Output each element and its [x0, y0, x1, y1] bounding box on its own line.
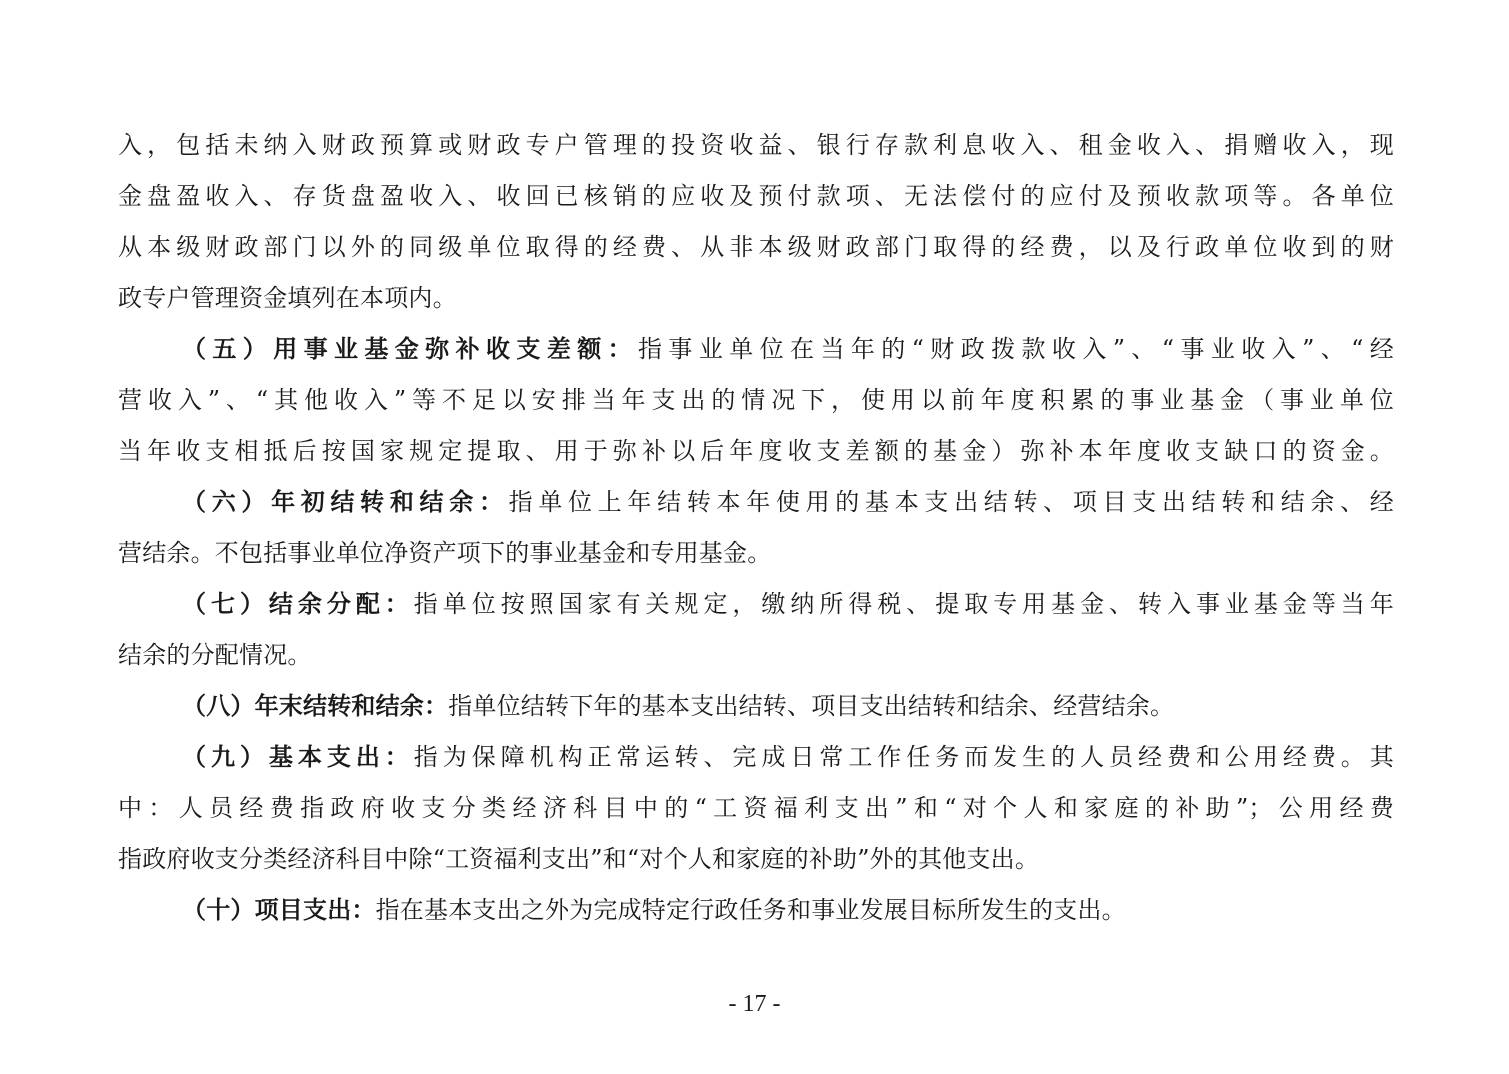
line-text: 指在基本支出之外为完成特定行政任务和事业发展目标所发生的支出。 [375, 896, 1126, 924]
text-line-12 [118, 680, 1394, 731]
line-text: 指为保障机构正常运转、完成日常工作任务而发生的人员经费和公用经费。其 [413, 743, 1394, 771]
line-text: 指单位上年结转本年使用的基本支出结转、项目支出结转和结余、经 [508, 488, 1394, 516]
line-text: 指单位结转下年的基本支出结转、项目支出结转和结余、经营结余。 [448, 692, 1175, 720]
text-line-10 [118, 578, 1394, 629]
line-text: 中：人员经费指政府收支分类经济科目中的“工资福利支出”和“对个人和家庭的补助”；公用经费 [118, 794, 1394, 822]
text-line-5 [118, 323, 1394, 374]
text-line-9 [118, 527, 1394, 578]
text-line-3 [118, 221, 1394, 272]
text-line-15 [118, 833, 1394, 884]
text-line-16 [118, 884, 1394, 935]
text-line-6 [118, 374, 1394, 425]
text-line-1 [118, 119, 1394, 170]
section-term: （八）年末结转和结余： [182, 691, 449, 720]
line-text: 入，包括未纳入财政预算或财政专户管理的投资收益、银行存款利息收入、租金收入、捐赠收入，现 [118, 131, 1394, 159]
text-line-11 [118, 629, 1394, 680]
section-term: （十）项目支出： [182, 895, 376, 924]
line-text: 政专户管理资金填列在本项内。 [118, 284, 457, 312]
line-text: 营收入”、“其他收入”等不足以安排当年支出的情况下，使用以前年度积累的事业基金（事业单位 [118, 386, 1394, 414]
text-line-8 [118, 476, 1394, 527]
text-line-4 [118, 272, 1394, 323]
text-line-7 [118, 425, 1394, 476]
line-text: 指事业单位在当年的“财政拨款收入”、“事业收入”、“经 [638, 335, 1394, 363]
line-text: 当年收支相抵后按国家规定提取、用于弥补以后年度收支差额的基金）弥补本年度收支缺口的资金。 [118, 437, 1394, 465]
line-text: 指政府收支分类经济科目中除“工资福利支出”和“对个人和家庭的补助”外的其他支出。 [118, 845, 1040, 873]
line-text: 指单位按照国家有关规定，缴纳所得税、提取专用基金、转入事业基金等当年 [413, 590, 1394, 618]
text-line-13 [118, 731, 1394, 782]
section-term: （七）结余分配： [182, 589, 414, 618]
text-line-14 [118, 782, 1394, 833]
text-line-2 [118, 170, 1394, 221]
section-term: （九）基本支出： [182, 742, 414, 771]
section-term: （六）年初结转和结余： [182, 487, 509, 516]
line-text: 营结余。不包括事业单位净资产项下的事业基金和专用基金。 [118, 539, 772, 567]
body-text [118, 119, 1394, 935]
line-text: 金盘盈收入、存货盘盈收入、收回已核销的应收及预付款项、无法偿付的应付及预收款项等。各单位 [118, 182, 1394, 210]
line-text: 从本级财政部门以外的同级单位取得的经费、从非本级财政部门取得的经费，以及行政单位收到的财 [118, 233, 1394, 261]
line-text: 结余的分配情况。 [118, 641, 312, 669]
section-term: （五）用事业基金弥补收支差额： [182, 334, 639, 363]
page-number: - 17 - [728, 991, 781, 1017]
